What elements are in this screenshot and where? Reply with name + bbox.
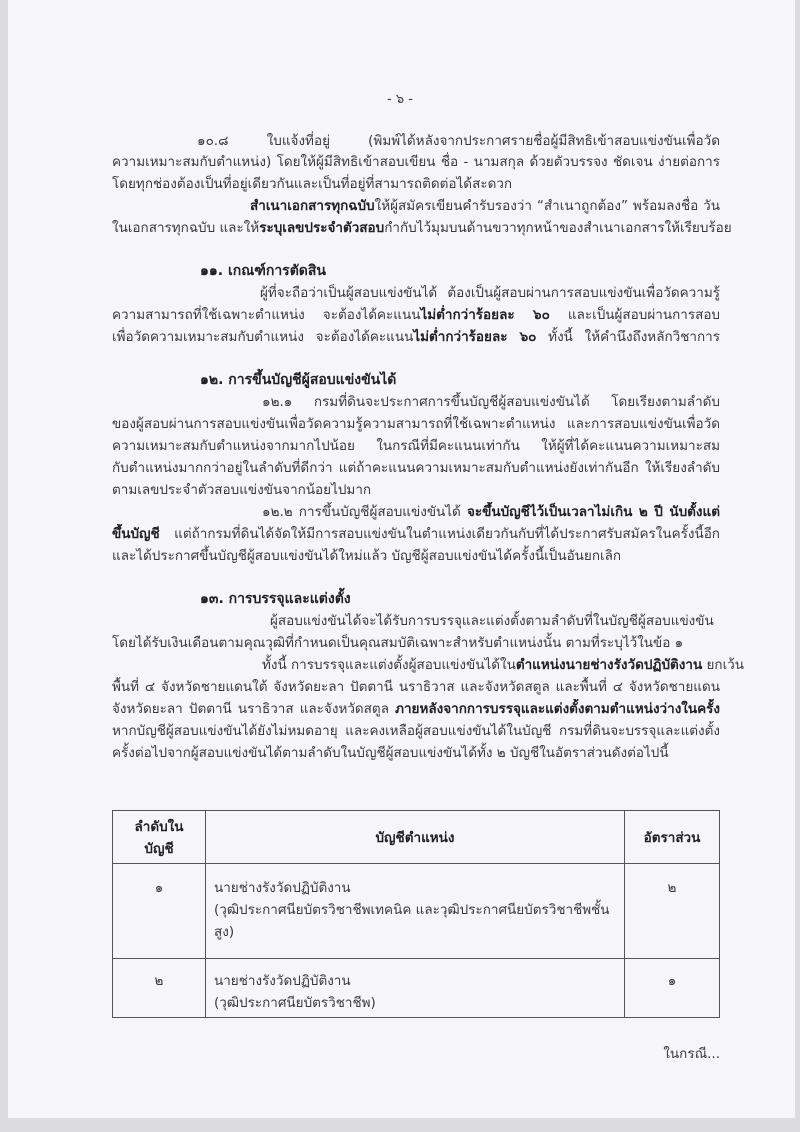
order-cell: ๑ [113, 864, 206, 959]
paragraph-line [197, 131, 720, 151]
paragraph-line [112, 480, 720, 500]
ratio-cell: ๑ [625, 959, 720, 1018]
qualification: (วุฒิประกาศนียบัตรวิชาชีพ) [214, 995, 376, 1011]
text: เพื่อวัดความเหมาะสมกับตำแหน่ง จะต้องได้คะแนน [112, 329, 414, 345]
bold-text: จะขึ้นบัญชีไว้เป็นเวลาไม่เกิน ๒ ปี นับตั้งแต่ [466, 504, 720, 520]
text: กับตำแหน่งมากกว่าอยู่ในลำดับที่ดีกว่า แต่ถ้าคะแนนความเหมาะสมกับตำแหน่งยังเท่ากันอีก ให้เรียงลำดับ [112, 460, 720, 476]
paragraph-line [112, 174, 720, 194]
text: ทั้งนี้ ให้คำนึงถึงหลักวิชาการ [548, 329, 720, 345]
text: และเป็นผู้สอบผ่านการสอบ [567, 307, 720, 323]
text: หากบัญชีผู้สอบแข่งขันได้ยังไม่หมดอายุ และคงเหลือผู้สอบแข่งขันได้ในบัญชี กรมที่ดินจะบรรจุและแต่งตั้ง [112, 723, 720, 739]
paragraph-line [112, 458, 720, 478]
table-row [113, 864, 720, 959]
bold-text: ตำแหน่งนายช่างรังวัดปฏิบัติงาน [515, 657, 703, 673]
paragraph-line [112, 524, 720, 544]
text: จังหวัดยะลา ปัตตานี นราธิวาส และจังหวัดสตูล [112, 701, 396, 717]
text: ความเหมาะสมกับตำแหน่งจากมากไปน้อย ในกรณีที่มีคะแนนเท่ากัน ให้ผู้ที่ได้คะแนนความเหมาะสม [112, 438, 720, 454]
header-position: บัญชีตำแหน่ง [206, 811, 625, 864]
bold-text: ขึ้นบัญชี [112, 526, 160, 542]
text: โดยได้รับเงินเดือนตามคุณวุฒิที่กำหนดเป็นคุณสมบัติเฉพาะสำหรับตำแหน่งนั้น ตามที่ระบุไว้ในข้อ ๑ [112, 635, 684, 651]
text: ของผู้สอบผ่านการสอบแข่งขันเพื่อวัดความรู้ความสามารถที่ใช้เฉพาะตำแหน่ง และการสอบแข่งขันเพื่อวัด [112, 416, 720, 432]
position-cell [206, 864, 625, 959]
paragraph-line [112, 743, 720, 763]
text: ๑๒.๑ กรมที่ดินจะประกาศการขึ้นบัญชีผู้สอบแข่งขันได้ โดยเรียงตามลำดับ [262, 394, 720, 410]
paragraph-line [112, 436, 720, 456]
bold-text: ไม่ต่ำกว่าร้อยละ ๖๐ [413, 329, 537, 345]
header-order: ลำดับในบัญชี [113, 811, 206, 864]
bold-text: สำเนาเอกสารทุกฉบับ [250, 198, 375, 214]
bold-text: ภายหลังจากการบรรจุและแต่งตั้งตามตำแหน่งว่างในครั้ง [395, 701, 720, 717]
paragraph-line [112, 721, 720, 741]
paragraph-line [112, 633, 720, 653]
text: ผู้สอบแข่งขันได้จะได้รับการบรรจุและแต่งตั้งตามลำดับที่ในบัญชีผู้สอบแข่งขัน [270, 613, 714, 629]
table-header-row [113, 811, 720, 864]
paragraph-line [250, 196, 720, 216]
order-cell: ๒ [113, 959, 206, 1018]
paragraph-line [262, 502, 720, 522]
text: แต่ถ้ากรมที่ดินได้จัดให้มีการสอบแข่งขันในตำแหน่งเดียวกันกับที่ได้ประกาศรับสมัครในครั้งนี้อีก [159, 526, 720, 542]
position-name: นายช่างรังวัดปฏิบัติงาน [214, 973, 351, 989]
position-name: นายช่างรังวัดปฏิบัติงาน [214, 880, 351, 896]
paragraph-line [112, 414, 720, 434]
text: ทั้งนี้ การบรรจุและแต่งตั้งผู้สอบแข่งขันได้ใน [262, 657, 516, 673]
text: ผู้ที่จะถือว่าเป็นผู้สอบแข่งขันได้ ต้องเป็นผู้สอบผ่านการสอบแข่งขันเพื่อวัดความรู้ [260, 285, 720, 301]
paragraph-line [112, 546, 720, 566]
ratio-table [112, 810, 720, 1018]
text: กำกับไว้มุมบนด้านขวาทุกหน้าของสำเนาเอกสารให้เรียบร้อย [384, 220, 732, 236]
text: โดยทุกช่องต้องเป็นที่อยู่เดียวกันและเป็นที่อยู่ที่สามารถติดต่อได้สะดวก [112, 176, 513, 192]
bold-text: ไม่ต่ำกว่าร้อยละ ๖๐ [420, 307, 550, 323]
text: ยกเว้น [702, 657, 745, 673]
paragraph-line [270, 611, 720, 631]
text: พื้นที่ ๔ จังหวัดชายแดนใต้ จังหวัดยะลา ปัตตานี นราธิวาส และจังหวัดสตูล และพื้นที่ ๔ จังหวัดชายแดน [112, 679, 720, 695]
text: ๑๒.๒ การขึ้นบัญชีผู้สอบแข่งขันได้ [262, 504, 467, 520]
paragraph-line [112, 152, 720, 172]
section-heading-13: ๑๓. การบรรจุและแต่งตั้ง [200, 591, 351, 607]
text: และได้ประกาศขึ้นบัญชีผู้สอบแข่งขันได้ใหม่แล้ว บัญชีผู้สอบแข่งขันได้ครั้งนี้เป็นอันยกเลิก [112, 548, 622, 564]
paragraph-line [112, 327, 720, 347]
section-heading-12: ๑๒. การขึ้นบัญชีผู้สอบแข่งขันได้ [200, 372, 397, 388]
paragraph-line [260, 283, 720, 303]
paragraph-line [112, 218, 732, 238]
section-heading-11: ๑๑. เกณฑ์การตัดสิน [200, 263, 326, 279]
qualification: (วุฒิประกาศนียบัตรวิชาชีพเทคนิค และวุฒิประกาศนียบัตรวิชาชีพชั้นสูง) [214, 902, 610, 940]
text: ครั้งต่อไปจากผู้สอบแข่งขันได้ตามลำดับในบัญชีผู้สอบแข่งขันได้ทั้ง ๒ บัญชีในอัตราส่วนดังต่อไปนี้ [112, 745, 669, 761]
paragraph-line [112, 305, 720, 325]
paragraph-line [112, 677, 720, 697]
bold-text: ระบุเลขประจำตัวสอบ [259, 220, 385, 236]
paragraph-line [262, 392, 720, 412]
text: ในเอกสารทุกฉบับ และให้ [112, 220, 260, 236]
paragraph-line [262, 655, 744, 675]
text: ความสามารถที่ใช้เฉพาะตำแหน่ง จะต้องได้คะแนน [112, 307, 421, 323]
text: ให้ผู้สมัครเขียนคำรับรองว่า “สำเนาถูกต้อง” พร้อมลงชื่อ วัน [374, 198, 720, 214]
paragraph-line [112, 699, 720, 719]
continuation-text: ในกรณี... [663, 1046, 720, 1062]
text: ความเหมาะสมกับตำแหน่ง) โดยให้ผู้มีสิทธิเข้าสอบเขียน ชื่อ - นามสกุล ด้วยตัวบรรจง ชัดเจน ง่ายต่อการ [112, 154, 720, 170]
page-number: - ๖ - [387, 92, 413, 107]
table-row [113, 959, 720, 1018]
text: ตามเลขประจำตัวสอบแข่งขันจากน้อยไปมาก [112, 482, 372, 498]
ratio-cell: ๒ [625, 864, 720, 959]
header-ratio: อัตราส่วน [625, 811, 720, 864]
position-cell [206, 959, 625, 1018]
text: ๑๐.๘ ใบแจ้งที่อยู่ (พิมพ์ได้หลังจากประกาศรายชื่อผู้มีสิทธิเข้าสอบแข่งขันเพื่อวัด [197, 133, 720, 149]
